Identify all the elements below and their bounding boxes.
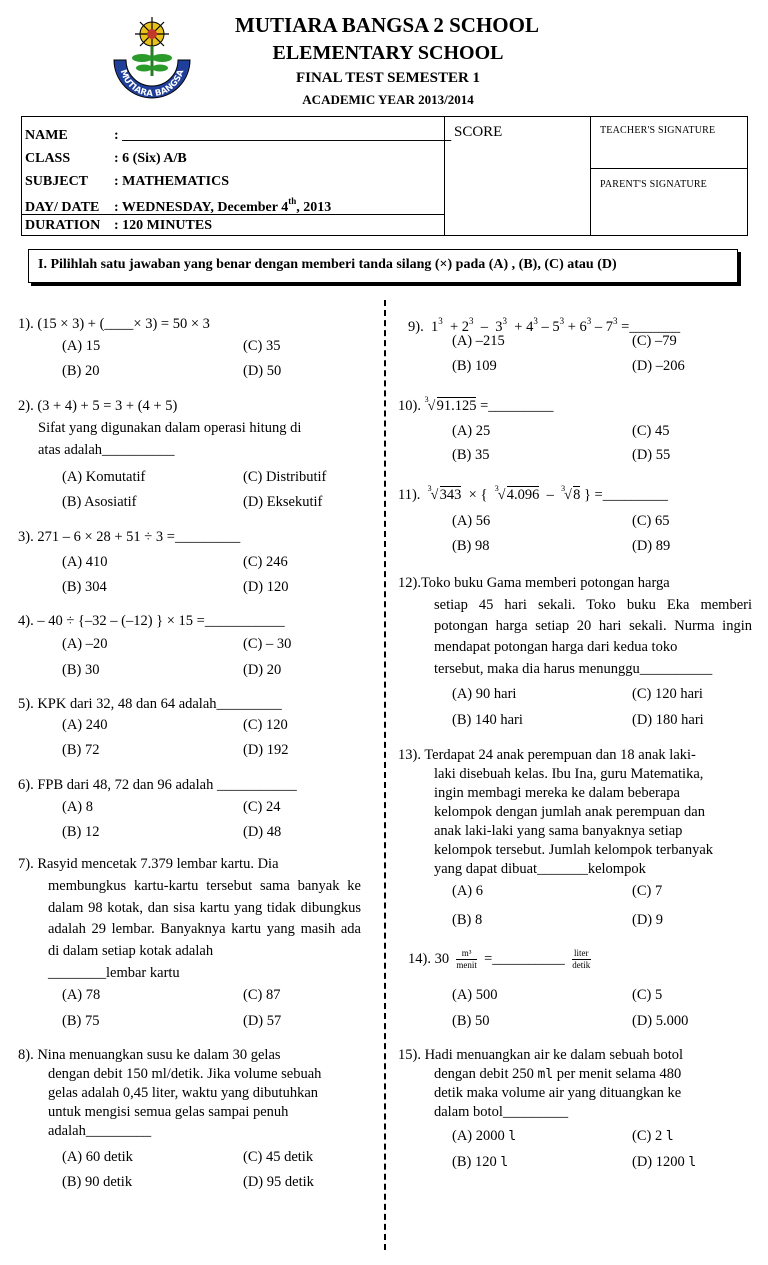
cube-root-icon: 3 √ 91.125 bbox=[424, 395, 477, 414]
question-13-line3: ingin membagi mereka ke dalam beberapa bbox=[434, 785, 680, 801]
q3-option-b[interactable]: (B) 304 bbox=[62, 579, 107, 595]
q3-option-d[interactable]: (D) 120 bbox=[243, 579, 289, 595]
question-2-line2: Sifat yang digunakan dalam operasi hitung di bbox=[38, 420, 302, 436]
question-15: 15). Hadi menuangkan air ke dalam sebuah botol bbox=[398, 1047, 684, 1063]
q10-option-c[interactable]: (C) 45 bbox=[632, 423, 670, 439]
question-8: 8). Nina menuangkan susu ke dalam 30 gelas bbox=[18, 1047, 281, 1063]
q11-option-c[interactable]: (C) 65 bbox=[632, 513, 670, 529]
question-13-line2: laki disebuah kelas. Ibu Ina, guru Matematika, bbox=[434, 766, 704, 782]
question-12-body: setiap 45 hari sekali. Toko buku Eka memberi potongan harga setiap 20 hari sekali. Nurma ingin mendapat potongan harga dari kedua toko bbox=[434, 597, 752, 655]
score-label: SCORE bbox=[454, 124, 503, 140]
academic-year: ACADEMIC YEAR 2013/2014 bbox=[302, 92, 474, 107]
question-10: 10). 3 √ 91.125 =_________ bbox=[398, 395, 554, 414]
name-field[interactable]: : _______________________________________________ bbox=[114, 128, 452, 143]
teacher-signature-label: TEACHER'S SIGNATURE bbox=[600, 125, 716, 136]
class-row: CLASS : 6 (Six) A/B bbox=[25, 151, 187, 166]
parent-signature-label: PARENT'S SIGNATURE bbox=[600, 179, 707, 190]
q2-option-d[interactable]: (D) Eksekutif bbox=[243, 494, 323, 510]
cube-root-icon: 3 √ 4.096 bbox=[494, 484, 540, 503]
question-12-last: tersebut, maka dia harus menunggu__________ bbox=[434, 661, 713, 677]
q12-option-a[interactable]: (A) 90 hari bbox=[452, 686, 517, 702]
q6-option-a[interactable]: (A) 8 bbox=[62, 799, 94, 815]
q3-option-c[interactable]: (C) 246 bbox=[243, 554, 288, 570]
q10-option-b[interactable]: (B) 35 bbox=[452, 447, 490, 463]
q13-option-b[interactable]: (B) 8 bbox=[452, 912, 483, 928]
question-7-body: membungkus kartu-kartu tersebut sama banyak ke dalam 98 kotak, dan sisa kartu yang tidak dibungkus adalah 29 lembar. Banyaknya kartu yang masih ada di dalam setiap kotak adalah bbox=[48, 878, 361, 959]
question-8-line2: dengan debit 150 ml/detik. Jika volume sebuah bbox=[48, 1066, 322, 1082]
q4-option-d[interactable]: (D) 20 bbox=[243, 662, 282, 678]
q4-option-b[interactable]: (B) 30 bbox=[62, 662, 100, 678]
question-13-line5: anak laki-laki yang sama banyaknya setiap bbox=[434, 823, 683, 839]
q2-option-c[interactable]: (C) Distributif bbox=[243, 469, 327, 485]
q15-option-c[interactable]: (C) 2 l bbox=[632, 1128, 674, 1144]
q7-option-c[interactable]: (C) 87 bbox=[243, 987, 281, 1003]
q13-option-a[interactable]: (A) 6 bbox=[452, 883, 484, 899]
test-name: FINAL TEST SEMESTER 1 bbox=[295, 70, 481, 86]
q7-option-d[interactable]: (D) 57 bbox=[243, 1013, 282, 1029]
q8-option-d[interactable]: (D) 95 detik bbox=[243, 1174, 314, 1190]
question-6: 6). FPB dari 48, 72 dan 96 adalah ___________ bbox=[18, 777, 297, 793]
q12-option-c[interactable]: (C) 120 hari bbox=[632, 686, 703, 702]
question-13-line4: kelompok dengan jumlah anak perempuan dan bbox=[434, 804, 705, 820]
q2-option-a[interactable]: (A) Komutatif bbox=[62, 469, 146, 485]
question-13-line7: yang dapat dibuat_______kelompok bbox=[434, 861, 646, 877]
q8-option-c[interactable]: (C) 45 detik bbox=[243, 1149, 314, 1165]
question-4: 4). – 40 ÷ {–32 – (–12) } × 15 =___________ bbox=[18, 613, 285, 629]
cube-root-icon: 3 √ 343 bbox=[427, 484, 462, 503]
q4-option-a[interactable]: (A) –20 bbox=[62, 636, 108, 652]
q14-option-a[interactable]: (A) 500 bbox=[452, 987, 498, 1003]
q15-option-a[interactable]: (A) 2000 l bbox=[452, 1128, 517, 1144]
q5-option-a[interactable]: (A) 240 bbox=[62, 717, 108, 733]
q15-option-d[interactable]: (D) 1200 l bbox=[632, 1154, 697, 1170]
question-15-line3: detik maka volume air yang dituangkan ke bbox=[434, 1085, 682, 1101]
q6-option-d[interactable]: (D) 48 bbox=[243, 824, 282, 840]
q1-option-c[interactable]: (C) 35 bbox=[243, 338, 281, 354]
column-divider bbox=[384, 300, 386, 1250]
q14-option-c[interactable]: (C) 5 bbox=[632, 987, 663, 1003]
question-2-line3: atas adalah__________ bbox=[38, 442, 175, 458]
school-level: ELEMENTARY SCHOOL bbox=[272, 42, 504, 64]
question-1: 1). (15 × 3) + (____× 3) = 50 × 3 bbox=[18, 316, 210, 332]
q6-option-b[interactable]: (B) 12 bbox=[62, 824, 100, 840]
q5-option-b[interactable]: (B) 72 bbox=[62, 742, 100, 758]
school-name: MUTIARA BANGSA 2 SCHOOL bbox=[235, 13, 539, 37]
question-2: 2). (3 + 4) + 5 = 3 + (4 + 5) bbox=[18, 398, 178, 414]
question-15-line2: dengan debit 250 ml per menit selama 480 bbox=[434, 1066, 682, 1082]
q3-option-a[interactable]: (A) 410 bbox=[62, 554, 108, 570]
q5-option-d[interactable]: (D) 192 bbox=[243, 742, 289, 758]
question-8-line3: gelas adalah 0,45 liter, waktu yang dibutuhkan bbox=[48, 1085, 319, 1101]
q14-option-b[interactable]: (B) 50 bbox=[452, 1013, 490, 1029]
q2-option-b[interactable]: (B) Asosiatif bbox=[62, 494, 137, 510]
q13-option-c[interactable]: (C) 7 bbox=[632, 883, 663, 899]
q1-option-a[interactable]: (A) 15 bbox=[62, 338, 101, 354]
date-row: DAY/ DATE : WEDNESDAY, December 4th, 2013 bbox=[25, 196, 332, 215]
instruction-box: I. Pilihlah satu jawaban yang benar dengan memberi tanda silang (×) pada (A) , (B), (C) atau (D) bbox=[28, 249, 738, 283]
question-13: 13). Terdapat 24 anak perempuan dan 18 anak laki- bbox=[398, 747, 696, 763]
q14-option-d[interactable]: (D) 5.000 bbox=[632, 1013, 689, 1029]
question-15-line4: dalam botol_________ bbox=[434, 1104, 569, 1120]
q6-option-c[interactable]: (C) 24 bbox=[243, 799, 281, 815]
q15-option-b[interactable]: (B) 120 l bbox=[452, 1154, 509, 1170]
q11-option-b[interactable]: (B) 98 bbox=[452, 538, 490, 554]
question-11: 11). 3 √ 343 × { 3 √ 4.096 – 3 √ 8 } =_________ bbox=[398, 484, 668, 503]
q11-option-d[interactable]: (D) 89 bbox=[632, 538, 671, 554]
q7-option-a[interactable]: (A) 78 bbox=[62, 987, 101, 1003]
fraction-liter-per-second: $\frac{\text{liter}}{\text{detik}}$ bbox=[572, 948, 591, 970]
q13-option-d[interactable]: (D) 9 bbox=[632, 912, 664, 928]
question-14: 14). 30 $\frac{\text{m³}}{\text{menit}}$ =__________ $\frac{\text{liter}}{\text{detik}}$ bbox=[408, 948, 591, 970]
question-8-line5: adalah_________ bbox=[48, 1123, 152, 1139]
question-8-line4: untuk mengisi semua gelas sampai penuh bbox=[48, 1104, 289, 1120]
q9-option-c[interactable]: (C) –79 bbox=[632, 333, 677, 349]
question-13-line6: kelompok tersebut. Jumlah kelompok terbanyak bbox=[434, 842, 714, 858]
question-3: 3). 271 – 6 × 28 + 51 ÷ 3 =_________ bbox=[18, 529, 241, 545]
question-5: 5). KPK dari 32, 48 dan 64 adalah_________ bbox=[18, 696, 282, 712]
q9-option-b[interactable]: (B) 109 bbox=[452, 358, 497, 374]
score-divider bbox=[590, 116, 591, 236]
q9-option-d[interactable]: (D) –206 bbox=[632, 358, 685, 374]
question-7-last: ________lembar kartu bbox=[48, 965, 180, 981]
question-9: 9). $1^3 + 2^3 - 3^3 + 4^3 - 5^3 + 6^3 - 7^3$ =_______ bbox=[408, 316, 681, 335]
q12-option-b[interactable]: (B) 140 hari bbox=[452, 712, 523, 728]
fraction-m3-per-minute: $\frac{\text{m³}}{\text{menit}}$ bbox=[456, 948, 477, 970]
q8-option-b[interactable]: (B) 90 detik bbox=[62, 1174, 133, 1190]
q12-option-d[interactable]: (D) 180 hari bbox=[632, 712, 704, 728]
q11-option-a[interactable]: (A) 56 bbox=[452, 513, 491, 529]
subject-row: SUBJECT : MATHEMATICS bbox=[25, 174, 229, 189]
q10-option-d[interactable]: (D) 55 bbox=[632, 447, 671, 463]
name-row: NAME : _______________________________________________ bbox=[25, 128, 452, 143]
q10-option-a[interactable]: (A) 25 bbox=[452, 423, 491, 439]
q5-option-c[interactable]: (C) 120 bbox=[243, 717, 288, 733]
q7-option-b[interactable]: (B) 75 bbox=[62, 1013, 100, 1029]
signature-divider bbox=[590, 168, 748, 169]
logo-text: MUTIARA BANGSA bbox=[117, 68, 187, 100]
question-12: 12).Toko buku Gama memberi potongan harga bbox=[398, 575, 670, 591]
question-7: 7). Rasyid mencetak 7.379 lembar kartu. Dia bbox=[18, 856, 279, 872]
q1-option-d[interactable]: (D) 50 bbox=[243, 363, 282, 379]
duration-row: DURATION : 120 MINUTES bbox=[25, 218, 213, 233]
q8-option-a[interactable]: (A) 60 detik bbox=[62, 1149, 133, 1165]
q4-option-c[interactable]: (C) – 30 bbox=[243, 636, 292, 652]
q9-option-a[interactable]: (A) –215 bbox=[452, 333, 505, 349]
cube-root-icon: 3 √ 8 bbox=[561, 484, 581, 503]
q1-option-b[interactable]: (B) 20 bbox=[62, 363, 100, 379]
